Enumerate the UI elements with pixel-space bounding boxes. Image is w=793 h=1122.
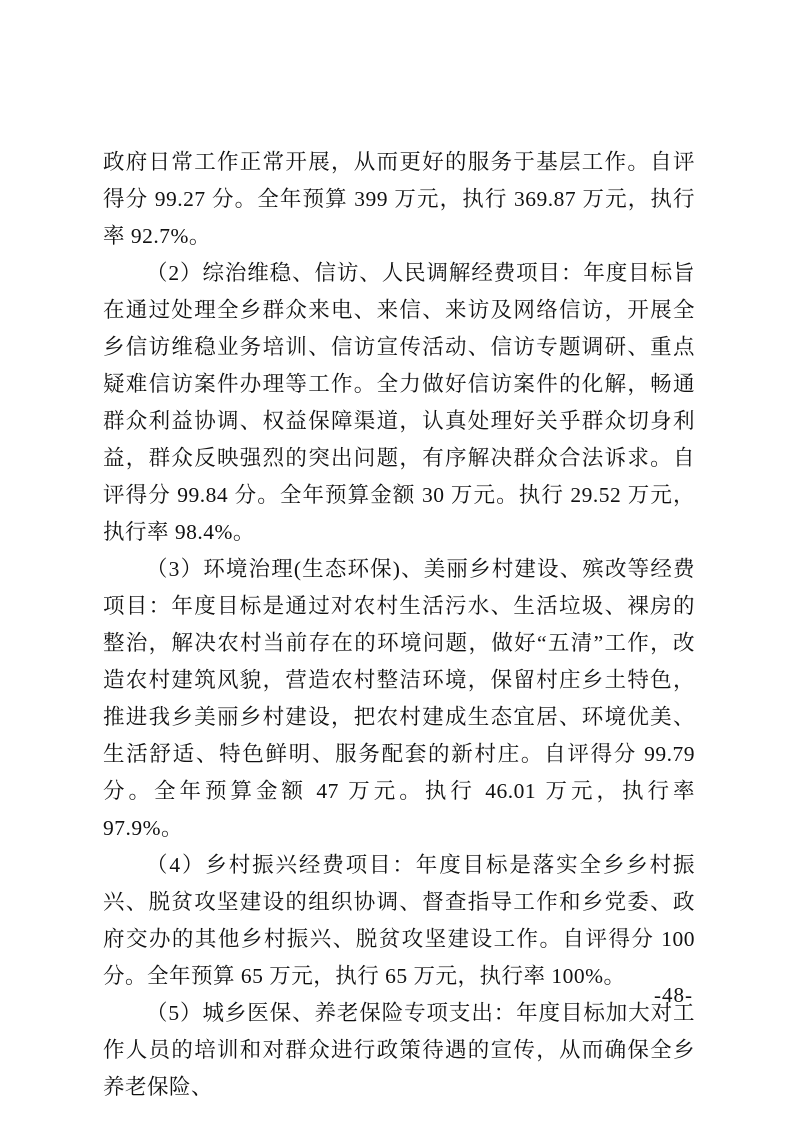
paragraph: （2）综治维稳、信访、人民调解经费项目：年度目标旨在通过处理全乡群众来电、来信、来访及网络信访，开展全乡信访维稳业务培训、信访宣传活动、信访专题调研、重点疑难信访案件办理等工作。全力做好信访案件的化解，畅通群众利益协调、权益保障渠道，认真处理好关乎群众切身利益，群众反映强烈的突出问题，有序解决群众合法诉求。自评得分 99.84 分。全年预算金额 30 万元。执行 29.52 万元，执行率 98.4%。: [103, 261, 695, 544]
paragraph: 政府日常工作正常开展，从而更好的服务于基层工作。自评得分 99.27 分。全年预算 399 万元，执行 369.87 万元，执行率 92.7%。: [103, 150, 695, 248]
document-body: [103, 144, 695, 1106]
paragraph: （4）乡村振兴经费项目：年度目标是落实全乡乡村振兴、脱贫攻坚建设的组织协调、督查指导工作和乡党委、政府交办的其他乡村振兴、脱贫攻坚建设工作。自评得分 100 分。全年预算 65 万元，执行 65 万元，执行率 100%。: [103, 853, 695, 988]
paragraph: （3）环境治理(生态环保)、美丽乡村建设、殡改等经费项目：年度目标是通过对农村生活污水、生活垃圾、裸房的整治，解决农村当前存在的环境问题，做好“五清”工作，改造农村建筑风貌，营造农村整洁环境，保留村庄乡土特色，推进我乡美丽乡村建设，把农村建成生态宜居、环境优美、生活舒适、特色鲜明、服务配套的新村庄。自评得分 99.79 分。全年预算金额 47 万元。执行 46.01 万元，执行率 97.9%。: [103, 557, 695, 840]
page-number: -48-: [654, 983, 693, 1007]
paragraph: （5）城乡医保、养老保险专项支出：年度目标加大对工作人员的培训和对群众进行政策待遇的宣传，从而确保全乡养老保险、: [103, 1001, 695, 1099]
